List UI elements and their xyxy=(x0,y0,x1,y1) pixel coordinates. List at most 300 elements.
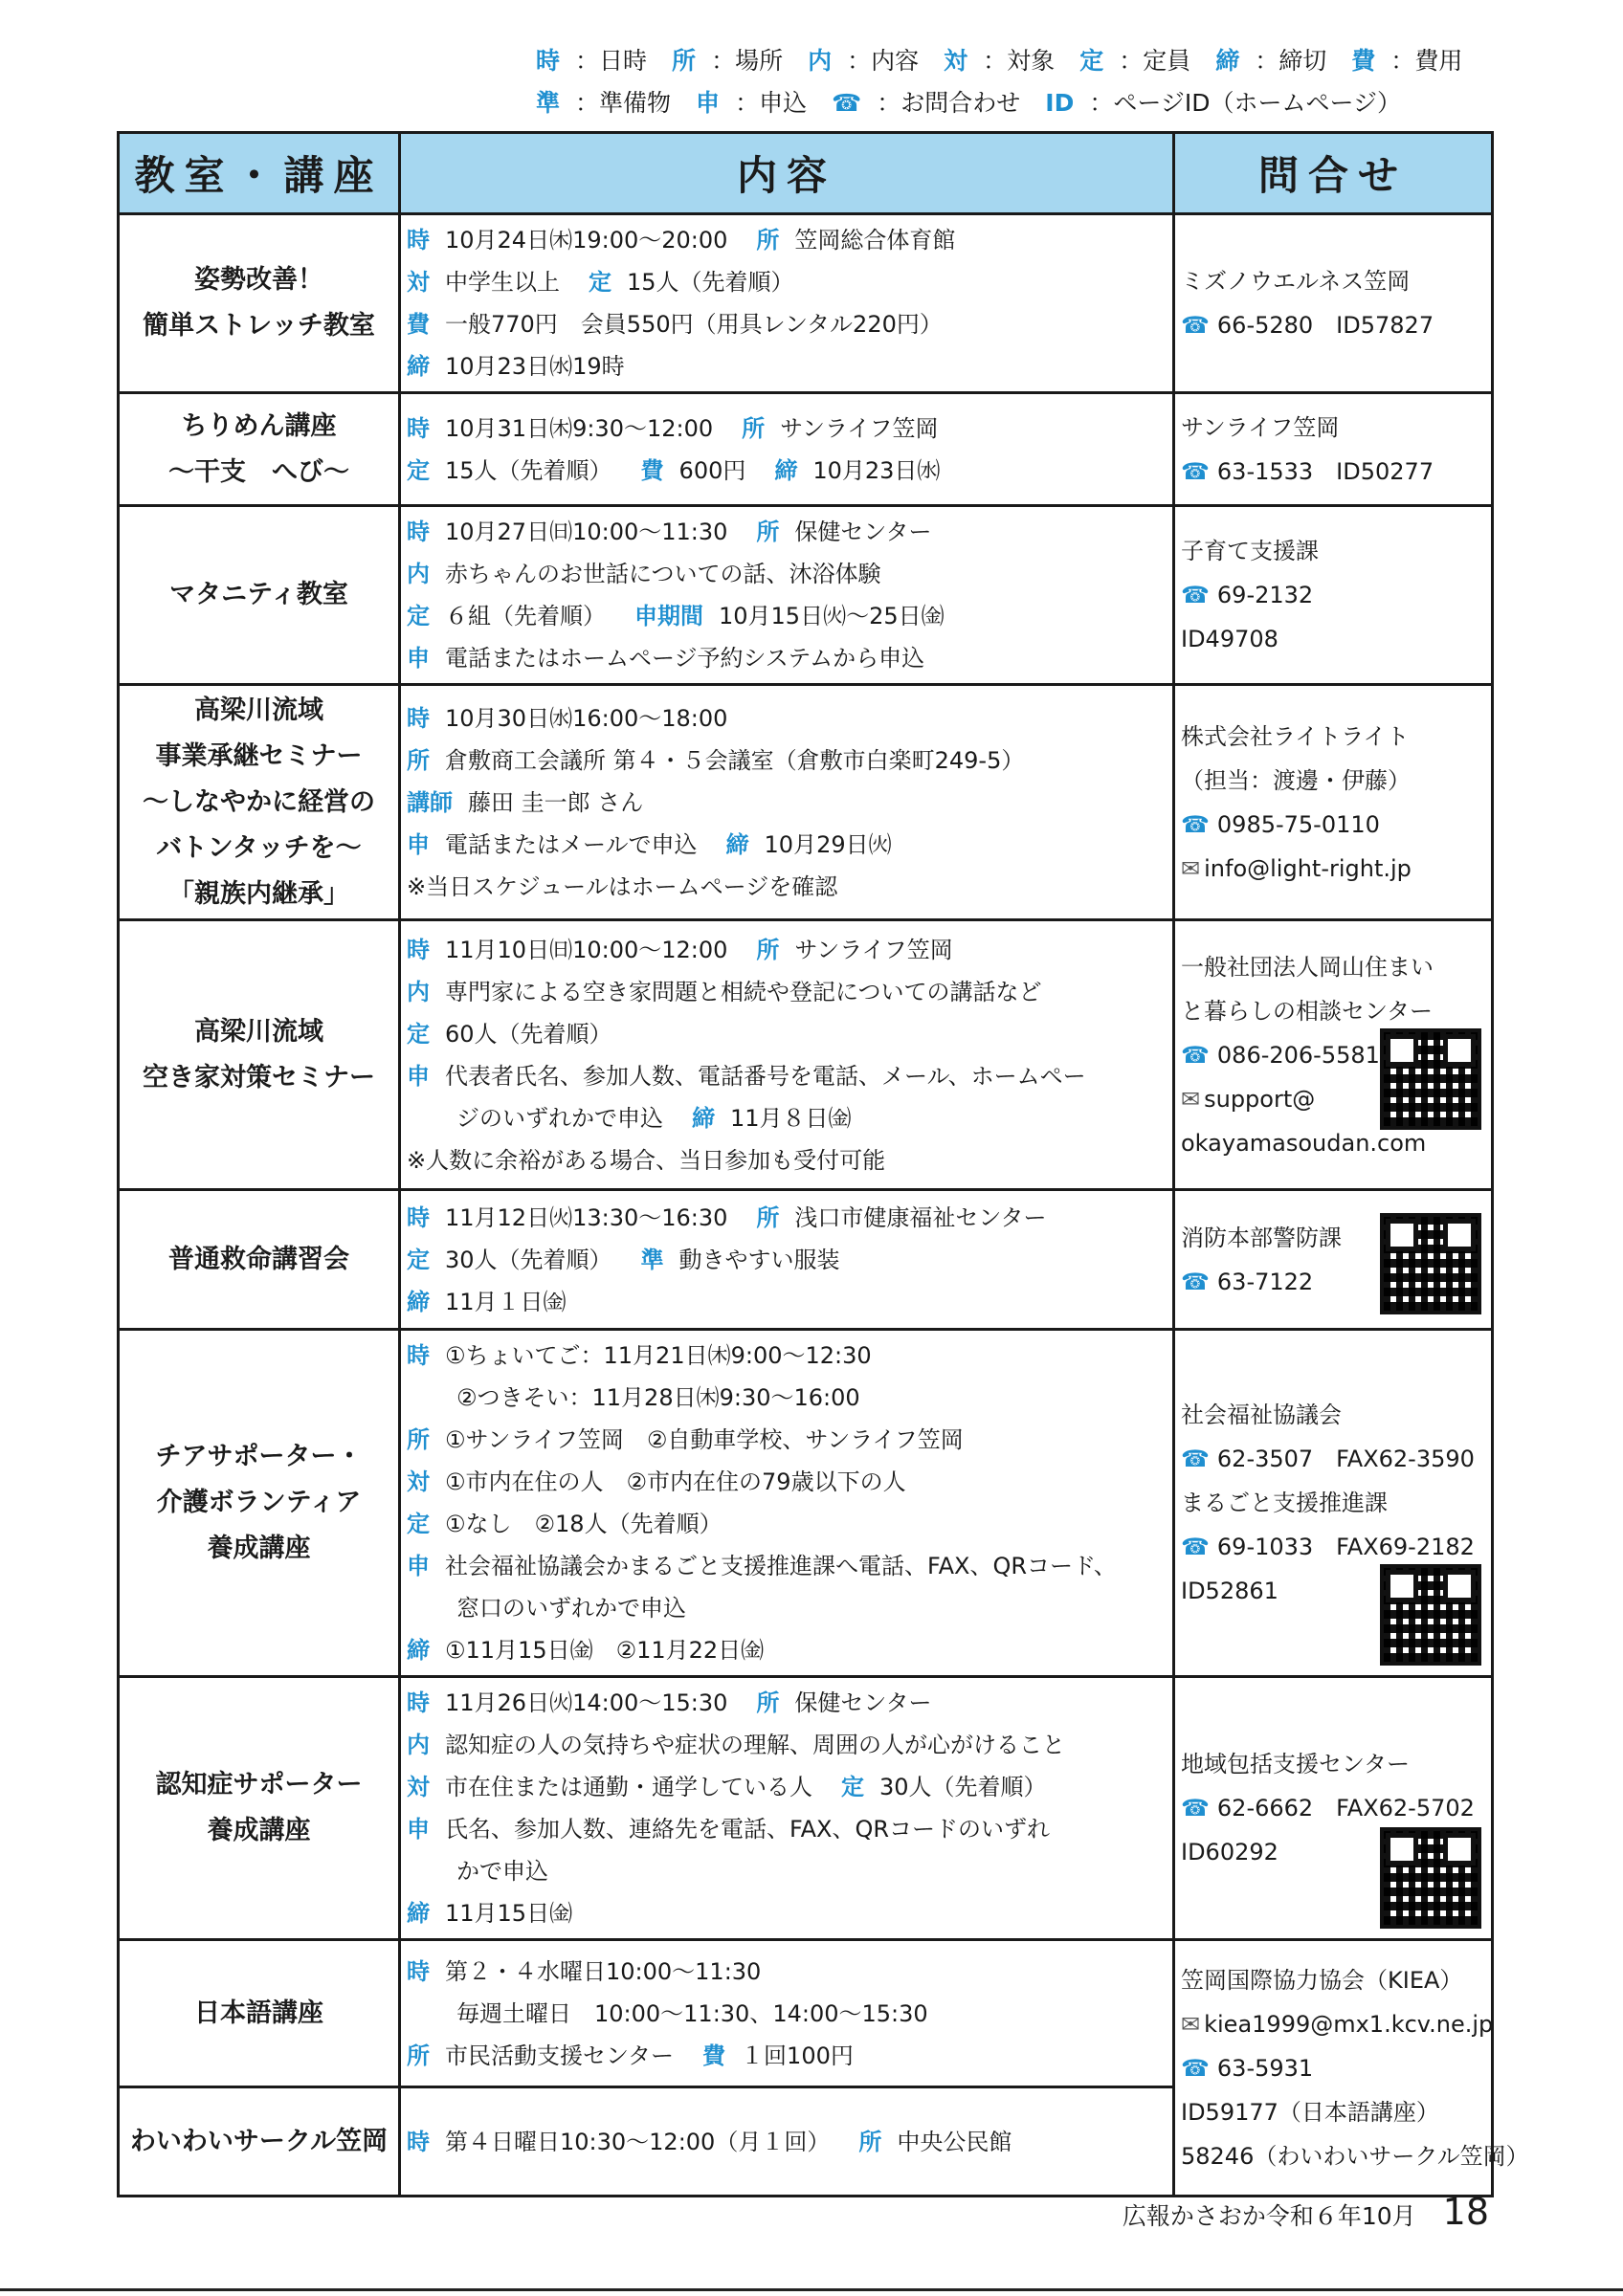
field-key: 時 xyxy=(407,519,430,545)
legend-value: お問合わせ xyxy=(900,89,1021,117)
footer xyxy=(1123,2191,1489,2233)
detail-line xyxy=(407,345,1172,387)
detail-line xyxy=(407,2035,1172,2077)
course-name xyxy=(119,214,400,393)
contact-text: 0985-75-0110 xyxy=(1216,810,1380,838)
detail-line xyxy=(407,553,1172,595)
detail-text: かで申込 xyxy=(456,1858,548,1885)
legend-item: 申 ：申込 xyxy=(696,89,808,117)
contact-info xyxy=(1174,685,1493,920)
course-name-line: 養成講座 xyxy=(207,1816,311,1845)
page-number: 18 xyxy=(1442,2191,1489,2233)
legend-key: 内 xyxy=(808,47,833,75)
legend-row-1 xyxy=(536,40,1493,82)
field-key: 所 xyxy=(756,1203,780,1231)
detail-line xyxy=(407,929,1172,971)
legend-value: 費用 xyxy=(1414,47,1463,75)
detail-text: １回100円 xyxy=(741,2042,854,2069)
detail-line xyxy=(407,1682,1172,1724)
legend-key: 定 xyxy=(1079,47,1104,75)
field-key: 締 xyxy=(407,1637,430,1664)
contact-text: ID49708 xyxy=(1181,626,1278,652)
course-name-line: 空き家対策セミナー xyxy=(143,1062,375,1093)
detail-line xyxy=(407,697,1172,740)
contact-text: 社会福祉協議会 xyxy=(1181,1402,1342,1428)
course-details xyxy=(400,1677,1174,1940)
detail-text: ①市内在住の人 ②市内在住の79歳以下の人 xyxy=(445,1468,906,1495)
field-key: 内 xyxy=(407,978,430,1005)
legend-value: 場所 xyxy=(735,47,784,75)
course-details xyxy=(400,920,1174,1190)
contact-text: まるごと支援推進課 xyxy=(1181,1490,1388,1516)
contact-line xyxy=(1181,573,1487,617)
detail-line xyxy=(407,511,1172,553)
course-name-line: 事業承継セミナー xyxy=(155,740,363,771)
course-name xyxy=(119,506,400,685)
legend-key: 時 xyxy=(536,47,561,75)
detail-line xyxy=(407,1281,1172,1323)
field-key: 時 xyxy=(407,1689,430,1716)
legend-row-2 xyxy=(536,82,1493,124)
detail-text: 保健センター xyxy=(794,1689,932,1716)
detail-line xyxy=(407,1503,1172,1545)
course-details xyxy=(400,685,1174,920)
legend-item: 定 ：定員 xyxy=(1079,47,1191,75)
field-key: 所 xyxy=(756,227,780,254)
detail-text: 氏名、参加人数、連絡先を電話、FAX、QRコードのいずれ xyxy=(445,1816,1051,1843)
contact-text: 子育て支援課 xyxy=(1181,538,1319,564)
contact-line xyxy=(1181,803,1487,847)
detail-text: 倉敷商工会議所 第４・５会議室（倉敷市白楽町249-5） xyxy=(445,746,1025,774)
field-key: 所 xyxy=(407,2042,430,2069)
contact-line xyxy=(1181,2134,1529,2178)
phone-icon: ☎ xyxy=(1181,1268,1210,1295)
field-key: 時 xyxy=(407,1203,430,1231)
detail-line xyxy=(407,595,1172,637)
contact-text: 086-206-5581 xyxy=(1216,1041,1380,1069)
phone-icon: ☎ xyxy=(1181,312,1210,339)
detail-text: 30人（先着順） xyxy=(879,1774,1047,1800)
contact-line xyxy=(1181,1437,1487,1481)
detail-text: ①ちょいてご：11月21日㈭9:00～12:30 xyxy=(445,1342,872,1369)
contact-info xyxy=(1174,214,1493,393)
detail-text: ※当日スケジュールはホームページを確認 xyxy=(407,872,838,900)
field-key: 締 xyxy=(407,353,430,380)
course-name xyxy=(119,920,400,1190)
course-details xyxy=(400,1330,1174,1677)
course-name-line: 高梁川流域 xyxy=(194,695,323,725)
contact-text: 笠岡国際協力協会（KIEA） xyxy=(1181,1966,1463,1994)
contact-line xyxy=(1181,259,1487,303)
detail-line xyxy=(407,1139,1172,1181)
legend-item: 内 ：内容 xyxy=(808,47,920,75)
detail-text: ①11月15日㈮ ②11月22日㈮ xyxy=(445,1637,765,1664)
course-name-line: 認知症サポーター xyxy=(155,1770,363,1799)
contact-text: 62-6662 FAX62-5702 xyxy=(1216,1795,1475,1821)
detail-text: 毎週土曜日 10:00～11:30、14:00～15:30 xyxy=(456,1999,928,2027)
detail-line xyxy=(407,1055,1172,1097)
qr-code-icon[interactable] xyxy=(1380,1827,1481,1929)
course-name-line: 高梁川流域 xyxy=(194,1016,323,1047)
course-name-line: 「親族内継承」 xyxy=(168,878,349,909)
legend-item: ☎ ：お問合わせ xyxy=(832,89,1021,117)
field-key: 締 xyxy=(725,830,749,858)
course-name xyxy=(119,393,400,506)
field-key: 締 xyxy=(407,1288,430,1315)
detail-line xyxy=(407,1808,1172,1850)
email-address[interactable]: support@ xyxy=(1204,1085,1316,1113)
mail-icon: ✉ xyxy=(1181,854,1201,882)
field-key: 申 xyxy=(407,645,430,672)
detail-text: ジのいずれかで申込 xyxy=(456,1104,663,1132)
legend-key: 締 xyxy=(1215,47,1240,75)
legend-item: 費 ：費用 xyxy=(1351,47,1463,75)
detail-text: ６組（先着順） xyxy=(445,603,606,629)
contact-text: 地域包括支援センター xyxy=(1181,1751,1411,1777)
detail-text: 10月31日㈭9:30～12:00 xyxy=(445,414,714,442)
contact-info xyxy=(1174,506,1493,685)
detail-text: サンライフ笠岡 xyxy=(794,936,953,963)
detail-text: 600円 xyxy=(678,456,746,484)
course-name xyxy=(119,1190,400,1330)
phone-icon: ☎ xyxy=(1181,1795,1210,1821)
contact-line xyxy=(1181,303,1487,347)
contact-info xyxy=(1174,393,1493,506)
field-key: 時 xyxy=(407,1342,430,1369)
contact-info xyxy=(1174,1677,1493,1940)
contact-text: 63-1533 ID50277 xyxy=(1216,457,1434,485)
contact-text: 58246（わいわいサークル笠岡） xyxy=(1181,2142,1529,2170)
phone-icon: ☎ xyxy=(1181,810,1210,838)
detail-text: 10月15日㈫～25日㈮ xyxy=(719,603,945,629)
contact-info xyxy=(1174,920,1493,1190)
course-name-line: マタニティ教室 xyxy=(169,580,348,609)
detail-text: 電話またはホームページ予約システムから申込 xyxy=(445,645,925,672)
mail-icon: ✉ xyxy=(1181,1085,1201,1113)
contact-line xyxy=(1181,1958,1487,2002)
field-key: 費 xyxy=(702,2042,726,2069)
legend-key: ☎ xyxy=(832,89,862,117)
field-key: 定 xyxy=(407,1020,430,1048)
course-name-line: 日本語講座 xyxy=(194,1998,323,2028)
field-key: 締 xyxy=(774,456,798,484)
detail-text: 一般770円 会員550円（用具レンタル220円） xyxy=(445,311,943,338)
detail-line xyxy=(407,971,1172,1013)
course-details xyxy=(400,2087,1174,2197)
detail-text: 代表者氏名、参加人数、電話番号を電話、メール、ホームペー xyxy=(445,1062,1086,1090)
course-name xyxy=(119,1940,400,2087)
field-key: 内 xyxy=(407,1732,430,1758)
detail-line xyxy=(407,740,1172,782)
field-key: 申 xyxy=(407,830,430,858)
contact-info xyxy=(1174,1190,1493,1330)
legend xyxy=(536,40,1493,124)
detail-text: ①サンライフ笠岡 ②自動車学校、サンライフ笠岡 xyxy=(445,1426,964,1453)
detail-text: 15人（先着順） xyxy=(445,456,612,484)
contact-line xyxy=(1181,2002,1494,2046)
contact-line xyxy=(1181,945,1487,989)
table-header-row xyxy=(119,133,1493,214)
contact-text: 一般社団法人岡山住まい xyxy=(1181,953,1434,981)
contact-line xyxy=(1181,2046,1487,2090)
field-key: 対 xyxy=(407,1774,430,1800)
field-key: 所 xyxy=(742,414,766,442)
detail-text: 動きやすい服装 xyxy=(678,1246,840,1273)
legend-item: ID ：ページID（ホームページ） xyxy=(1045,89,1401,117)
detail-line xyxy=(407,866,1172,908)
detail-text: 中央公民館 xyxy=(897,2128,1012,2155)
field-key: 所 xyxy=(756,519,780,545)
contact-text: サンライフ笠岡 xyxy=(1181,413,1340,441)
field-key: 対 xyxy=(407,1468,430,1495)
contact-line xyxy=(1181,1786,1487,1830)
detail-line xyxy=(407,824,1172,866)
contact-line xyxy=(1181,989,1487,1033)
detail-text: 電話またはメールで申込 xyxy=(445,830,698,858)
contact-text: 69-1033 FAX69-2182 xyxy=(1216,1534,1475,1560)
contact-line xyxy=(1181,450,1487,494)
detail-text: 10月27日㈰10:00～11:30 xyxy=(445,519,728,545)
detail-text: 10月23日㈬ xyxy=(812,456,941,484)
field-key: 締 xyxy=(407,1900,430,1927)
course-name-line: チアサポーター・ xyxy=(155,1442,363,1471)
course-name-line: 介護ボランティア xyxy=(156,1488,362,1517)
course-name-line: 簡単ストレッチ教室 xyxy=(143,311,375,341)
contact-line xyxy=(1181,715,1487,759)
detail-text: 11月15日㈮ xyxy=(445,1900,573,1927)
field-key: 定 xyxy=(589,269,611,296)
detail-line xyxy=(407,1197,1172,1239)
phone-icon: ☎ xyxy=(1181,1534,1210,1560)
legend-value: 申込 xyxy=(759,89,808,117)
contact-text: 株式会社ライトライト xyxy=(1181,722,1410,750)
detail-line xyxy=(407,782,1172,824)
legend-item: 時 ：日時 xyxy=(536,47,648,75)
contact-line xyxy=(1181,617,1487,661)
legend-value: 定員 xyxy=(1143,47,1191,75)
detail-line xyxy=(407,1587,1172,1629)
header-content: 内容 xyxy=(400,133,1174,214)
course-details xyxy=(400,506,1174,685)
detail-text: ②つきそい：11月28日㈭9:30～16:00 xyxy=(456,1384,860,1411)
field-key: 時 xyxy=(407,704,430,732)
detail-text: ①なし ②18人（先着順） xyxy=(445,1511,723,1537)
detail-text: 認知症の人の気持ちや症状の理解、周囲の人が心がけること xyxy=(445,1732,1065,1758)
course-details xyxy=(400,393,1174,506)
contact-text: ID59177（日本語講座） xyxy=(1181,2098,1439,2126)
course-name-line: 姿勢改善！ xyxy=(194,265,323,295)
detail-line xyxy=(407,1097,1172,1139)
contact-text: 62-3507 FAX62-3590 xyxy=(1216,1446,1475,1472)
course-name xyxy=(119,685,400,920)
field-key: 準 xyxy=(640,1246,664,1273)
course-row xyxy=(119,393,1493,506)
field-key: 所 xyxy=(858,2128,882,2155)
field-key: 定 xyxy=(407,603,430,629)
detail-text: 10月24日㈭19:00～20:00 xyxy=(445,227,728,254)
detail-text: 60人（先着順） xyxy=(445,1020,612,1048)
detail-line xyxy=(407,1850,1172,1892)
field-key: 対 xyxy=(407,269,430,296)
contact-line xyxy=(1181,847,1487,891)
legend-key: 対 xyxy=(944,47,968,75)
detail-line xyxy=(407,1766,1172,1808)
contact-line xyxy=(1181,2090,1487,2134)
field-key: 定 xyxy=(841,1774,864,1800)
contact-text: 63-7122 xyxy=(1216,1268,1314,1295)
detail-text: 社会福祉協議会かまるごと支援推進課へ電話、FAX、QRコード、 xyxy=(445,1553,1117,1579)
detail-text: 11月10日㈰10:00～12:00 xyxy=(445,936,728,963)
qr-code-icon[interactable] xyxy=(1380,1564,1481,1666)
qr-code-icon[interactable] xyxy=(1380,1028,1481,1130)
contact-text: 63-5931 xyxy=(1216,2054,1314,2082)
contact-info xyxy=(1174,1940,1529,2197)
header-course: 教室・講座 xyxy=(119,133,400,214)
legend-key: ID xyxy=(1045,89,1075,117)
detail-line xyxy=(407,1629,1172,1671)
detail-line xyxy=(407,1892,1172,1934)
field-key: 時 xyxy=(407,414,430,442)
contact-text: ID52861 xyxy=(1181,1578,1278,1604)
contact-text: （担当：渡邊・伊藤） xyxy=(1181,766,1411,794)
field-key: 定 xyxy=(407,456,430,484)
contact-line xyxy=(1181,1481,1487,1525)
course-row xyxy=(119,920,1493,1190)
detail-text: 藤田 圭一郎 さん xyxy=(468,788,644,816)
field-key: 費 xyxy=(407,311,430,338)
detail-line xyxy=(407,1724,1172,1766)
detail-text: 市在住または通勤・通学している人 xyxy=(445,1774,812,1800)
detail-line xyxy=(407,450,1172,492)
legend-value: ページID（ホームページ） xyxy=(1113,89,1401,117)
detail-line xyxy=(407,1951,1172,1993)
detail-text: 10月29日㈫ xyxy=(764,830,892,858)
detail-text: 浅口市健康福祉センター xyxy=(794,1203,1047,1231)
phone-icon: ☎ xyxy=(1181,582,1210,608)
field-key: 時 xyxy=(407,936,430,963)
phone-icon: ☎ xyxy=(1181,1446,1210,1472)
detail-line xyxy=(407,1013,1172,1055)
detail-text: ※人数に余裕がある場合、当日参加も受付可能 xyxy=(407,1146,886,1174)
detail-text: 15人（先着順） xyxy=(627,269,794,296)
field-key: 時 xyxy=(407,227,430,254)
legend-value: 対象 xyxy=(1007,47,1056,75)
course-row xyxy=(119,1190,1493,1330)
field-key: 時 xyxy=(407,1957,430,1985)
contact-text: ミズノウエルネス笠岡 xyxy=(1181,268,1411,295)
detail-line xyxy=(407,408,1172,450)
field-key: 所 xyxy=(756,1689,780,1716)
legend-key: 申 xyxy=(696,89,721,117)
course-name-line: ～干支 へび～ xyxy=(168,456,349,487)
contact-line xyxy=(1181,759,1487,803)
footer-text: 広報かさおか令和６年10月 xyxy=(1122,2202,1416,2230)
field-key: 申 xyxy=(407,1553,430,1579)
legend-value: 締切 xyxy=(1278,47,1327,75)
contact-line xyxy=(1181,1393,1487,1437)
field-key: 費 xyxy=(640,456,664,484)
detail-text: 保健センター xyxy=(794,519,932,545)
field-key: 定 xyxy=(407,1511,430,1537)
legend-key: 費 xyxy=(1351,47,1376,75)
course-row xyxy=(119,685,1493,920)
detail-text: 11月26日㈫14:00～15:30 xyxy=(445,1689,728,1716)
course-name-line: ～しなやかに経営の xyxy=(143,786,375,817)
email-address[interactable]: kiea1999@mx1.kcv.ne.jp xyxy=(1204,2010,1494,2038)
detail-line xyxy=(407,261,1172,303)
contact-line xyxy=(1181,529,1487,573)
course-row xyxy=(119,1677,1493,1940)
field-key: 申期間 xyxy=(634,603,703,629)
course-name-line: わいわいサークル笠岡 xyxy=(129,2126,389,2156)
email-address[interactable]: info@light-right.jp xyxy=(1204,854,1412,882)
detail-line xyxy=(407,1545,1172,1587)
bottom-divider xyxy=(0,2288,1623,2291)
detail-line xyxy=(407,1239,1172,1281)
phone-icon: ☎ xyxy=(1181,457,1210,485)
detail-text: 専門家による空き家問題と相続や登記についての講話など xyxy=(445,978,1042,1005)
contact-line xyxy=(1181,406,1487,450)
course-name-line: 普通救命講習会 xyxy=(168,1244,349,1274)
legend-item: 準 ：準備物 xyxy=(536,89,672,117)
course-name-line: ちりめん講座 xyxy=(181,410,337,441)
course-name xyxy=(119,1330,400,1677)
detail-text: 11月１日㈮ xyxy=(445,1288,567,1315)
course-details xyxy=(400,1190,1174,1330)
legend-key: 所 xyxy=(672,47,697,75)
legend-value: 内容 xyxy=(871,47,920,75)
field-key: 時 xyxy=(407,2128,430,2155)
contact-text: 69-2132 xyxy=(1216,582,1314,608)
detail-text: 10月30日㈬16:00～18:00 xyxy=(445,704,728,732)
legend-value: 日時 xyxy=(599,47,648,75)
detail-text: 赤ちゃんのお世話についての話、沐浴体験 xyxy=(445,561,881,587)
course-name xyxy=(119,2087,400,2197)
detail-text: 笠岡総合体育館 xyxy=(794,227,956,254)
contact-text: と暮らしの相談センター xyxy=(1181,997,1434,1025)
course-row xyxy=(119,506,1493,685)
detail-text: 11月８日㈮ xyxy=(730,1104,852,1132)
contact-text: ID60292 xyxy=(1181,1839,1278,1866)
detail-line xyxy=(407,303,1172,345)
detail-line xyxy=(407,2121,1172,2163)
field-key: 申 xyxy=(407,1062,430,1090)
detail-line xyxy=(407,219,1172,261)
detail-text: 第４日曜日10:30～12:00（月１回） xyxy=(445,2128,831,2155)
course-name-line: バトンタッチを～ xyxy=(156,832,362,863)
detail-line xyxy=(407,1419,1172,1461)
detail-line xyxy=(407,1335,1172,1377)
detail-text: 中学生以上 xyxy=(445,269,560,296)
course-row xyxy=(119,1940,1493,2087)
phone-icon: ☎ xyxy=(1181,2054,1210,2082)
detail-line xyxy=(407,1461,1172,1503)
course-name-line: 養成講座 xyxy=(207,1534,311,1563)
contact-text: okayamasoudan.com xyxy=(1181,1129,1427,1157)
field-key: 申 xyxy=(407,1816,430,1843)
detail-text: 第２・４水曜日10:00～11:30 xyxy=(445,1957,762,1985)
course-details xyxy=(400,1940,1174,2087)
detail-text: 11月12日㈫13:30～16:30 xyxy=(445,1203,728,1231)
course-row xyxy=(119,214,1493,393)
detail-text: サンライフ笠岡 xyxy=(780,414,939,442)
phone-icon: ☎ xyxy=(1181,1041,1210,1069)
field-key: 所 xyxy=(407,746,430,774)
qr-code-icon[interactable] xyxy=(1380,1213,1481,1314)
contact-info xyxy=(1174,1330,1493,1677)
mail-icon: ✉ xyxy=(1181,2010,1201,2038)
contact-text: 消防本部警防課 xyxy=(1181,1224,1342,1251)
